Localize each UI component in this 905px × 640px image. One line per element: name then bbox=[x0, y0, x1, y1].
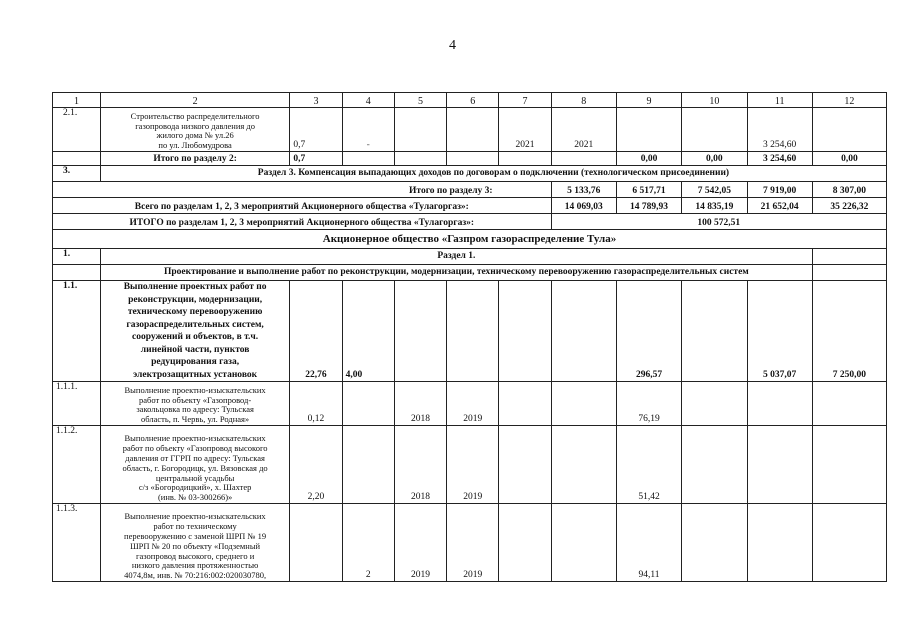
cell-c4 bbox=[394, 281, 446, 382]
company-row bbox=[53, 230, 887, 249]
cell-c10: 7 542,05 bbox=[682, 182, 747, 198]
cell-c3: 4,00 bbox=[342, 281, 394, 382]
cell-c10 bbox=[747, 504, 812, 582]
total-label: Итого по разделу 3: bbox=[53, 182, 552, 198]
cell-c11: 21 652,04 bbox=[747, 198, 812, 214]
cell-c12 bbox=[812, 249, 886, 265]
cell-c6 bbox=[499, 382, 551, 426]
section-title: Раздел 1. bbox=[100, 249, 812, 265]
cell-c9: 14 789,93 bbox=[616, 198, 681, 214]
total-label: Итого по разделу 2: bbox=[100, 152, 289, 166]
row-number: 1.1.3. bbox=[53, 504, 101, 582]
cell-c2 bbox=[290, 504, 342, 582]
cell-c9 bbox=[682, 426, 747, 504]
cell-c6 bbox=[499, 152, 551, 166]
cell-c5 bbox=[447, 281, 499, 382]
cell-c5 bbox=[447, 152, 499, 166]
header-cell: 5 bbox=[394, 93, 446, 108]
cell-c8: 94,11 bbox=[616, 504, 681, 582]
grand-total-row bbox=[53, 214, 887, 230]
cell-c3: - bbox=[342, 108, 394, 152]
table-row-1-1 bbox=[53, 281, 887, 382]
cell-c7 bbox=[551, 152, 616, 166]
row-number: 1.1. bbox=[53, 281, 101, 382]
cell-c8: 296,57 bbox=[616, 281, 681, 382]
investment-table bbox=[52, 92, 887, 582]
cell-c11 bbox=[812, 382, 886, 426]
cell-c3 bbox=[342, 152, 394, 166]
cell-c8: 0,00 bbox=[616, 152, 681, 166]
cell-c4: 2018 bbox=[394, 382, 446, 426]
row-number bbox=[53, 152, 101, 166]
row-number bbox=[53, 265, 101, 281]
grand-total-label: ИТОГО по разделам 1, 2, 3 мероприятий Акционерного общества «Тулагоргаз»: bbox=[53, 214, 552, 230]
cell-c6 bbox=[499, 504, 551, 582]
cell-c2: 0,7 bbox=[290, 108, 342, 152]
cell-c5: 2019 bbox=[447, 382, 499, 426]
cell-c4: 2018 bbox=[394, 426, 446, 504]
cell-c11: 7 919,00 bbox=[747, 182, 812, 198]
section-3-row bbox=[53, 166, 887, 182]
row-description: Выполнение проектно-изыскательских работ по техническому перевооружению с заменой ШРП № 19 ШРП № 20 по объекту «Подземный газопровод высокого, среднего и низкого давления протяженностью 4074,8м, инв. № 70:216:002:020030780, bbox=[100, 504, 289, 582]
cell-c6 bbox=[499, 281, 551, 382]
cell-c10: 3 254,60 bbox=[747, 152, 812, 166]
cell-c2: 2,20 bbox=[290, 426, 342, 504]
total-all-sections-row bbox=[53, 198, 887, 214]
cell-c8: 14 069,03 bbox=[551, 198, 616, 214]
cell-c4 bbox=[394, 108, 446, 152]
cell-c3 bbox=[342, 426, 394, 504]
cell-c11 bbox=[812, 108, 886, 152]
section-number: 1. bbox=[53, 249, 101, 265]
cell-c2: 0,12 bbox=[290, 382, 342, 426]
header-cell: 1 bbox=[53, 93, 101, 108]
cell-c4 bbox=[394, 152, 446, 166]
total-section-2-row bbox=[53, 152, 887, 166]
cell-c7 bbox=[551, 281, 616, 382]
cell-c8: 51,42 bbox=[616, 426, 681, 504]
header-cell: 3 bbox=[290, 93, 342, 108]
header-cell: 7 bbox=[499, 93, 551, 108]
cell-c9 bbox=[682, 504, 747, 582]
row-description: Выполнение проектно-изыскательских работ по объекту «Газопровод высокого давления от ГГРП по адресу: Тульская область, г. Богородицк, ул. Вязовская до центральной усадьбы с/з «Богородицкий», х. Шахтер (инв. № 03-300266)» bbox=[100, 426, 289, 504]
cell-c10 bbox=[747, 382, 812, 426]
header-cell: 12 bbox=[812, 93, 886, 108]
cell-c7 bbox=[551, 382, 616, 426]
cell-c11: 0,00 bbox=[812, 152, 886, 166]
row-description: Выполнение проектно-изыскательских работ по объекту «Газопровод- закольцовка по адресу: Тульская область, п. Червь, ул. Родная» bbox=[100, 382, 289, 426]
cell-c9: 6 517,71 bbox=[616, 182, 681, 198]
section-number: 3. bbox=[53, 166, 101, 182]
cell-c8: 76,19 bbox=[616, 382, 681, 426]
cell-c5: 2019 bbox=[447, 426, 499, 504]
header-cell: 6 bbox=[447, 93, 499, 108]
header-cell: 8 bbox=[551, 93, 616, 108]
header-cell: 10 bbox=[682, 93, 747, 108]
cell-c4: 2019 bbox=[394, 504, 446, 582]
page-number: 4 bbox=[449, 38, 456, 53]
cell-c8: 5 133,76 bbox=[551, 182, 616, 198]
company-title: Акционерное общество «Газпром газораспределение Тула» bbox=[53, 230, 887, 249]
cell-c10: 3 254,60 bbox=[747, 108, 812, 152]
section-1-row bbox=[53, 249, 887, 265]
cell-c3: 2 bbox=[342, 504, 394, 582]
cell-c3 bbox=[342, 382, 394, 426]
row-number: 1.1.1. bbox=[53, 382, 101, 426]
cell-c5: 2019 bbox=[447, 504, 499, 582]
section-subtitle: Проектирование и выполнение работ по реконструкции, модернизации, техническому перевооружению газораспределительных систем bbox=[100, 265, 812, 281]
cell-c7 bbox=[551, 504, 616, 582]
row-description: Строительство распределительного газопровода низкого давления до жилого дома № ул.26 по ул. Любомудрова bbox=[100, 108, 289, 152]
header-row bbox=[53, 93, 887, 108]
cell-c9 bbox=[682, 382, 747, 426]
cell-c8 bbox=[616, 108, 681, 152]
table-row-1-1-1 bbox=[53, 382, 887, 426]
cell-c9 bbox=[682, 108, 747, 152]
grand-total-value: 100 572,51 bbox=[551, 214, 886, 230]
cell-c10: 14 835,19 bbox=[682, 198, 747, 214]
cell-c11 bbox=[812, 426, 886, 504]
row-number: 1.1.2. bbox=[53, 426, 101, 504]
section-title: Раздел 3. Компенсация выпадающих доходов по договорам о подключении (технологическом присоединении) bbox=[100, 166, 886, 182]
table-row-1-1-3 bbox=[53, 504, 887, 582]
cell-c6: 2021 bbox=[499, 108, 551, 152]
cell-c6 bbox=[499, 426, 551, 504]
cell-c10: 5 037,07 bbox=[747, 281, 812, 382]
section-1-subtitle-row bbox=[53, 265, 887, 281]
header-cell: 11 bbox=[747, 93, 812, 108]
header-cell: 9 bbox=[616, 93, 681, 108]
row-description: Выполнение проектных работ по реконструкции, модернизации, техническому перевооружению газораспределительных систем, сооружений и объектов, в т.ч. линейной части, пунктов редуцирования газа, электрозащитных установок bbox=[100, 281, 289, 382]
header-cell: 4 bbox=[342, 93, 394, 108]
cell-c9: 0,00 bbox=[682, 152, 747, 166]
table-row-2-1 bbox=[53, 108, 887, 152]
cell-c2: 0,7 bbox=[290, 152, 342, 166]
cell-c2: 22,76 bbox=[290, 281, 342, 382]
cell-c12: 8 307,00 bbox=[812, 182, 886, 198]
total-section-3-row bbox=[53, 182, 887, 198]
cell-c7: 2021 bbox=[551, 108, 616, 152]
cell-c12 bbox=[812, 265, 886, 281]
row-number: 2.1. bbox=[53, 108, 101, 152]
total-label: Всего по разделам 1, 2, 3 мероприятий Акционерного общества «Тулагоргаз»: bbox=[53, 198, 552, 214]
cell-c11: 7 250,00 bbox=[812, 281, 886, 382]
cell-c12: 35 226,32 bbox=[812, 198, 886, 214]
cell-c10 bbox=[747, 426, 812, 504]
cell-c5 bbox=[447, 108, 499, 152]
cell-c11 bbox=[812, 504, 886, 582]
table-row-1-1-2 bbox=[53, 426, 887, 504]
header-cell: 2 bbox=[100, 93, 289, 108]
cell-c7 bbox=[551, 426, 616, 504]
cell-c9 bbox=[682, 281, 747, 382]
